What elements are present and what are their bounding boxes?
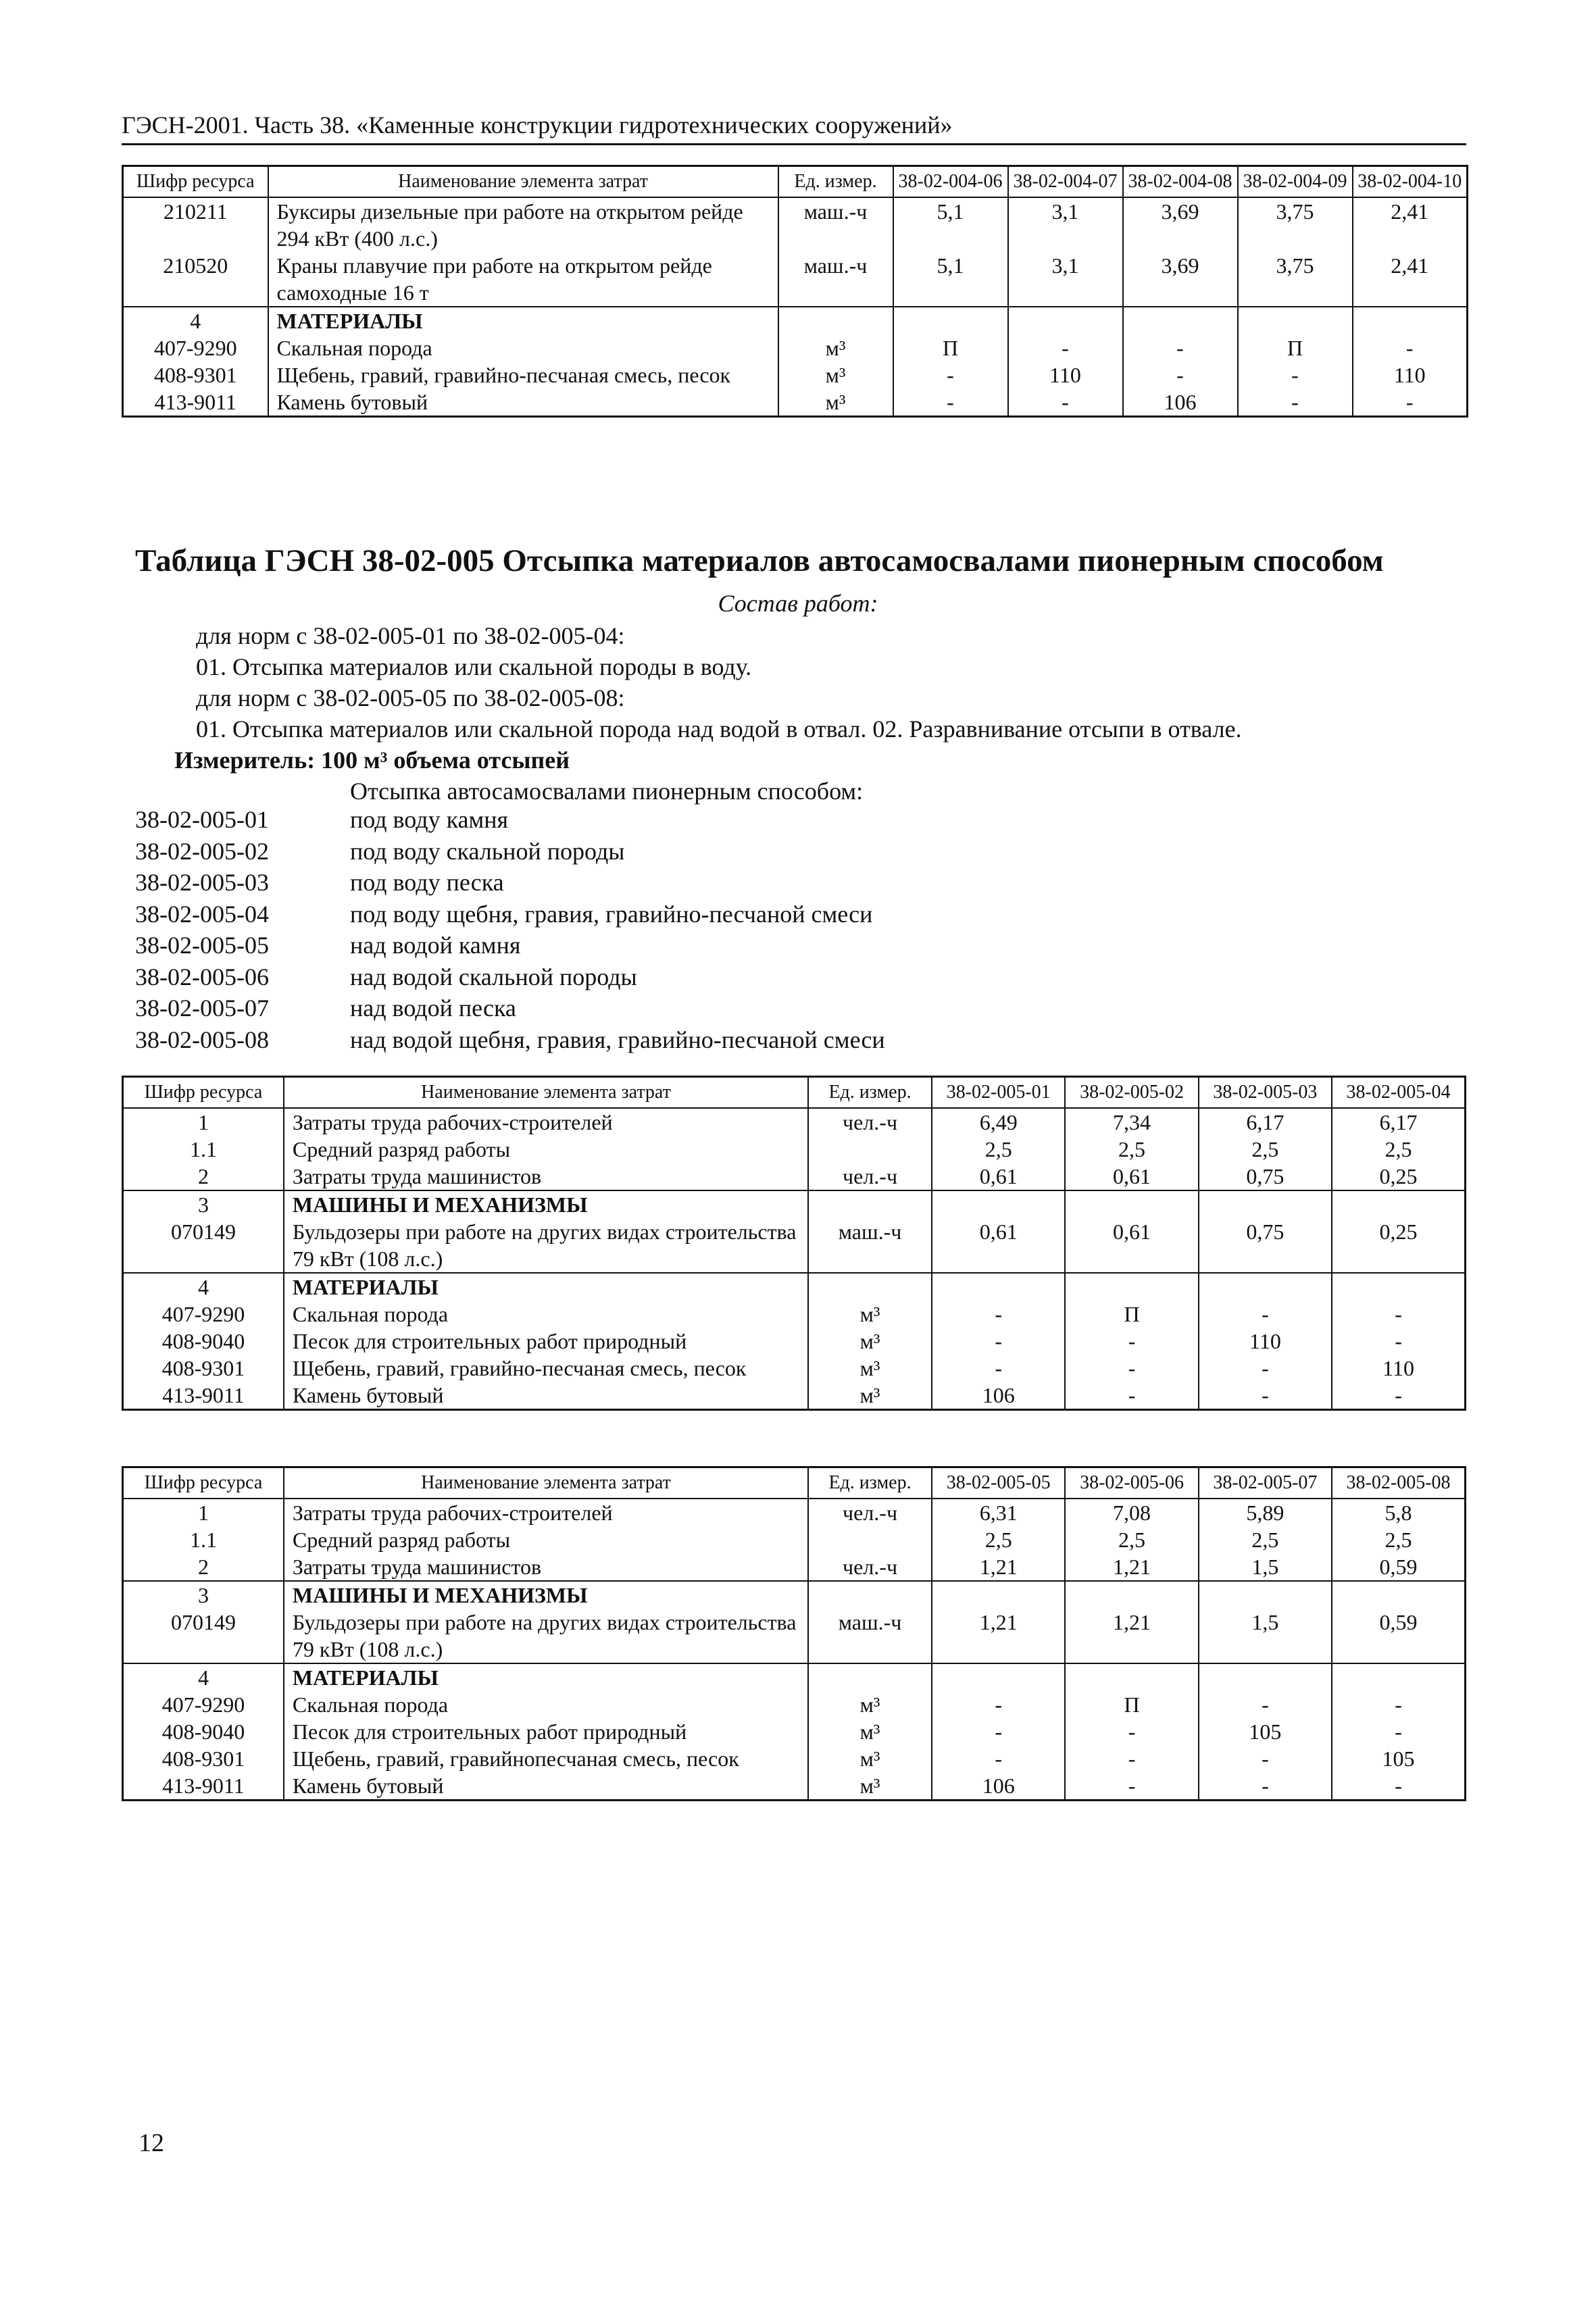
norm-value	[893, 307, 1008, 334]
norm-value: 3,69	[1123, 252, 1238, 307]
norm-value: 1,21	[932, 1553, 1065, 1581]
norm-value: -	[1199, 1355, 1332, 1382]
norm-value	[1065, 1190, 1198, 1218]
norm-value: -	[1332, 1382, 1465, 1410]
norm-item	[135, 961, 885, 993]
table-title: Таблица ГЭСН 38-02-005 Отсыпка материалов автосамосвалами пионерным способом	[135, 543, 1384, 578]
norm-value: 3,69	[1123, 197, 1238, 252]
norm-item	[135, 1024, 885, 1056]
resource-name: Скальная порода	[284, 1301, 808, 1328]
norm-item	[135, 836, 885, 867]
table-row	[123, 1772, 1466, 1801]
norm-description: над водой щебня, гравия, гравийно-песчаной смеси	[350, 1026, 885, 1053]
norm-item	[135, 930, 885, 961]
resource-name: Скальная порода	[284, 1691, 808, 1718]
resource-code: 210211	[123, 197, 268, 252]
resource-code: 1	[123, 1108, 284, 1136]
table-row	[123, 1382, 1466, 1410]
norm-value	[1332, 1273, 1465, 1301]
table-row	[123, 1499, 1466, 1526]
norm-value	[1123, 307, 1238, 334]
header-norm-code: 38-02-005-06	[1065, 1467, 1198, 1499]
norm-value	[1353, 307, 1468, 334]
norm-value: 110	[1199, 1328, 1332, 1355]
norm-value: -	[1065, 1745, 1198, 1772]
norm-value: -	[1238, 388, 1353, 417]
resource-name: Затраты труда машинистов	[284, 1163, 808, 1190]
norm-value	[1065, 1581, 1198, 1609]
table-row	[123, 1136, 1466, 1163]
norm-value: 2,41	[1353, 197, 1468, 252]
resource-name: Краны плавучие при работе на открытом рейде самоходные 16 т	[268, 252, 778, 307]
norm-value: 1,21	[932, 1609, 1065, 1663]
norm-value	[1199, 1190, 1332, 1218]
norm-value: П	[1065, 1301, 1198, 1328]
table-row	[123, 1663, 1466, 1691]
measure-unit: Измеритель: 100 м³ объема отсыпей	[174, 747, 570, 774]
norms-intro: Отсыпка автосамосвалами пионерным способом:	[350, 778, 864, 805]
resource-unit: маш.-ч	[808, 1218, 932, 1273]
norm-code: 38-02-005-06	[135, 963, 269, 990]
norm-value: 7,34	[1065, 1108, 1198, 1136]
table-row	[123, 1526, 1466, 1553]
header-code: Шифр ресурса	[123, 1467, 284, 1499]
resource-unit: м³	[778, 388, 893, 417]
resource-name: Камень бутовый	[268, 388, 778, 417]
resource-name: Бульдозеры при работе на других видах строительства 79 кВт (108 л.с.)	[284, 1609, 808, 1663]
norm-description: под воду щебня, гравия, гравийно-песчаной смеси	[350, 900, 873, 928]
norm-value: -	[1199, 1772, 1332, 1801]
header-name: Наименование элемента затрат	[284, 1077, 808, 1109]
header-norm-code: 38-02-005-08	[1332, 1467, 1465, 1499]
norm-value: 2,5	[1065, 1136, 1198, 1163]
table-header-row	[123, 166, 1468, 198]
resource-code: 4	[123, 307, 268, 334]
resource-unit: чел.-ч	[808, 1163, 932, 1190]
norm-value: -	[1353, 388, 1468, 417]
resource-name: Затраты труда рабочих-строителей	[284, 1108, 808, 1136]
resource-unit: м³	[778, 361, 893, 388]
norm-value	[1332, 1190, 1465, 1218]
norm-value	[932, 1273, 1065, 1301]
resource-code: 4	[123, 1663, 284, 1691]
resource-name: Бульдозеры при работе на других видах строительства 79 кВт (108 л.с.)	[284, 1218, 808, 1273]
norm-value: -	[1065, 1382, 1198, 1410]
resource-code: 413-9011	[123, 1772, 284, 1801]
table-row	[123, 307, 1468, 334]
work-line: для норм с 38-02-005-05 по 38-02-005-08:	[196, 684, 625, 711]
norm-value: -	[932, 1745, 1065, 1772]
norm-description: под воду камня	[350, 806, 509, 833]
norm-value: -	[1332, 1328, 1465, 1355]
resource-code: 408-9301	[123, 1355, 284, 1382]
norm-value: -	[1065, 1355, 1198, 1382]
table-row	[123, 388, 1468, 417]
header-code: Шифр ресурса	[123, 1077, 284, 1109]
resource-unit	[808, 1526, 932, 1553]
norm-value: -	[1123, 361, 1238, 388]
norm-description: над водой песка	[350, 995, 516, 1022]
resource-unit: м³	[808, 1718, 932, 1745]
norm-code: 38-02-005-02	[135, 837, 269, 865]
norm-value: 106	[932, 1772, 1065, 1801]
table-row	[123, 1355, 1466, 1382]
norm-value: 0,61	[1065, 1163, 1198, 1190]
resource-code: 070149	[123, 1218, 284, 1273]
resource-code: 3	[123, 1581, 284, 1609]
header-norm-code: 38-02-005-02	[1065, 1077, 1198, 1109]
norm-description: над водой скальной породы	[350, 963, 637, 990]
norm-code: 38-02-005-05	[135, 932, 269, 959]
table-row	[123, 361, 1468, 388]
page-header: ГЭСН-2001. Часть 38. «Каменные конструкции гидротехнических сооружений»	[122, 109, 1466, 145]
norm-value: 3,1	[1008, 197, 1123, 252]
resource-unit	[808, 1663, 932, 1691]
norm-value: -	[1199, 1745, 1332, 1772]
table-row	[123, 197, 1468, 252]
resource-code: 407-9290	[123, 1691, 284, 1718]
resource-name: МАТЕРИАЛЫ	[284, 1273, 808, 1301]
table-row	[123, 1609, 1466, 1663]
header-norm-code: 38-02-004-10	[1353, 166, 1468, 198]
norm-value: 1,5	[1199, 1553, 1332, 1581]
norm-value	[1332, 1663, 1465, 1691]
norm-value: 6,49	[932, 1108, 1065, 1136]
norm-value: 0,61	[932, 1218, 1065, 1273]
norm-value: П	[893, 334, 1008, 361]
page-number: 12	[139, 2129, 164, 2157]
norm-value: -	[1199, 1301, 1332, 1328]
norm-value	[1199, 1663, 1332, 1691]
header-norm-code: 38-02-005-04	[1332, 1077, 1465, 1109]
resource-unit	[808, 1273, 932, 1301]
header-norm-code: 38-02-005-03	[1199, 1077, 1332, 1109]
norm-value: 1,21	[1065, 1609, 1198, 1663]
norm-value: -	[1199, 1691, 1332, 1718]
header-unit: Ед. измер.	[808, 1077, 932, 1109]
norm-value: 2,41	[1353, 252, 1468, 307]
header-norm-code: 38-02-004-06	[893, 166, 1008, 198]
norm-value: П	[1065, 1691, 1198, 1718]
norm-description: над водой камня	[350, 932, 521, 959]
resource-unit: м³	[808, 1328, 932, 1355]
resource-code: 4	[123, 1273, 284, 1301]
norm-value: -	[1332, 1718, 1465, 1745]
norm-value: -	[932, 1301, 1065, 1328]
header-norm-code: 38-02-004-08	[1123, 166, 1238, 198]
norm-value: 0,25	[1332, 1163, 1465, 1190]
table-row	[123, 1301, 1466, 1328]
resource-name: МАТЕРИАЛЫ	[284, 1663, 808, 1691]
norm-code: 38-02-005-07	[135, 995, 269, 1022]
norm-value: 105	[1199, 1718, 1332, 1745]
norm-value: 105	[1332, 1745, 1465, 1772]
resource-unit: м³	[808, 1301, 932, 1328]
norm-item	[135, 899, 885, 930]
norm-code: 38-02-005-08	[135, 1026, 269, 1053]
norms-table-004	[122, 165, 1468, 418]
header-norm-code: 38-02-005-07	[1199, 1467, 1332, 1499]
resource-unit: маш.-ч	[808, 1609, 932, 1663]
norm-value	[1065, 1273, 1198, 1301]
norm-value: -	[1332, 1691, 1465, 1718]
norm-value: 0,25	[1332, 1218, 1465, 1273]
norm-value: 106	[1123, 388, 1238, 417]
work-line: 01. Отсыпка материалов или скальной породы в воду.	[196, 653, 752, 680]
resource-name: Камень бутовый	[284, 1382, 808, 1410]
norm-value: 110	[1332, 1355, 1465, 1382]
norm-value: 3,75	[1238, 252, 1353, 307]
norm-value: 5,8	[1332, 1499, 1465, 1526]
norm-value: -	[1332, 1301, 1465, 1328]
resource-code: 408-9301	[123, 361, 268, 388]
work-composition-heading: Состав работ:	[718, 590, 878, 617]
norm-value: 110	[1353, 361, 1468, 388]
norm-value: 0,61	[932, 1163, 1065, 1190]
norm-value: 106	[932, 1382, 1065, 1410]
table-row	[123, 1691, 1466, 1718]
resource-unit: маш.-ч	[778, 252, 893, 307]
table-row	[123, 1745, 1466, 1772]
norm-item	[135, 867, 885, 899]
norm-value	[932, 1190, 1065, 1218]
resource-unit	[808, 1190, 932, 1218]
table-row	[123, 1273, 1466, 1301]
norm-value: -	[1123, 334, 1238, 361]
norm-value: -	[1008, 388, 1123, 417]
resource-code: 413-9011	[123, 1382, 284, 1410]
norm-value: -	[893, 361, 1008, 388]
resource-code: 2	[123, 1163, 284, 1190]
header-name: Наименование элемента затрат	[268, 166, 778, 198]
norm-value	[1065, 1663, 1198, 1691]
resource-code: 210520	[123, 252, 268, 307]
norm-value: П	[1238, 334, 1353, 361]
norm-value	[932, 1663, 1065, 1691]
norm-value: -	[932, 1718, 1065, 1745]
resource-code: 408-9040	[123, 1328, 284, 1355]
norm-value: -	[893, 388, 1008, 417]
resource-name: Средний разряд работы	[284, 1136, 808, 1163]
norm-value: 6,17	[1199, 1108, 1332, 1136]
table-row	[123, 1553, 1466, 1581]
norm-value: -	[932, 1691, 1065, 1718]
norm-value: 0,59	[1332, 1609, 1465, 1663]
table-row	[123, 252, 1468, 307]
resource-name: Щебень, гравий, гравийно-песчаная смесь, песок	[284, 1355, 808, 1382]
norm-value: 6,17	[1332, 1108, 1465, 1136]
resource-code: 408-9301	[123, 1745, 284, 1772]
norm-value: -	[1238, 361, 1353, 388]
norm-code: 38-02-005-01	[135, 806, 269, 833]
norm-code: 38-02-005-03	[135, 869, 269, 896]
norm-value: 3,75	[1238, 197, 1353, 252]
resource-code: 070149	[123, 1609, 284, 1663]
resource-name: МАШИНЫ И МЕХАНИЗМЫ	[284, 1581, 808, 1609]
norm-value: -	[932, 1355, 1065, 1382]
table-row	[123, 334, 1468, 361]
resource-code: 407-9290	[123, 334, 268, 361]
table-row	[123, 1163, 1466, 1190]
norm-value: 2,5	[1332, 1526, 1465, 1553]
norms-table-005-b	[122, 1466, 1466, 1801]
resource-unit: м³	[778, 334, 893, 361]
norm-item	[135, 804, 885, 836]
norms-list	[135, 804, 885, 1055]
norm-item	[135, 992, 885, 1024]
table-row	[123, 1328, 1466, 1355]
resource-name: Затраты труда машинистов	[284, 1553, 808, 1581]
header-name: Наименование элемента затрат	[284, 1467, 808, 1499]
resource-unit	[808, 1581, 932, 1609]
table-row	[123, 1218, 1466, 1273]
norm-value	[1332, 1581, 1465, 1609]
norm-value: 0,61	[1065, 1218, 1198, 1273]
resource-code: 3	[123, 1190, 284, 1218]
norm-value: 1,21	[1065, 1553, 1198, 1581]
header-unit: Ед. измер.	[808, 1467, 932, 1499]
work-line: 01. Отсыпка материалов или скальной порода над водой в отвал. 02. Разравнивание отсыпи в отвале.	[196, 715, 1242, 743]
norm-value	[1238, 307, 1353, 334]
resource-unit: чел.-ч	[808, 1108, 932, 1136]
resource-name: МАШИНЫ И МЕХАНИЗМЫ	[284, 1190, 808, 1218]
norm-value: 110	[1008, 361, 1123, 388]
norm-value: -	[1008, 334, 1123, 361]
norm-value: 6,31	[932, 1499, 1065, 1526]
resource-unit: маш.-ч	[778, 197, 893, 252]
norm-value: -	[1065, 1718, 1198, 1745]
norm-value: 2,5	[1199, 1136, 1332, 1163]
norm-value: -	[1353, 334, 1468, 361]
norm-value: 0,75	[1199, 1163, 1332, 1190]
norm-value: 2,5	[932, 1136, 1065, 1163]
resource-code: 1.1	[123, 1136, 284, 1163]
norm-value: -	[932, 1328, 1065, 1355]
norm-value: 5,1	[893, 197, 1008, 252]
header-code: Шифр ресурса	[123, 166, 268, 198]
norm-value: 2,5	[1065, 1526, 1198, 1553]
norm-value: 0,59	[1332, 1553, 1465, 1581]
resource-unit: м³	[808, 1355, 932, 1382]
table-header-row	[123, 1467, 1466, 1499]
resource-unit: м³	[808, 1382, 932, 1410]
resource-name: Скальная порода	[268, 334, 778, 361]
resource-code: 413-9011	[123, 388, 268, 417]
table-row	[123, 1718, 1466, 1745]
norm-value: -	[1332, 1772, 1465, 1801]
resource-unit: чел.-ч	[808, 1553, 932, 1581]
norm-value	[932, 1581, 1065, 1609]
norm-value: -	[1065, 1328, 1198, 1355]
norm-value: 5,89	[1199, 1499, 1332, 1526]
resource-name: Песок для строительных работ природный	[284, 1328, 808, 1355]
norm-value: 7,08	[1065, 1499, 1198, 1526]
table-row	[123, 1190, 1466, 1218]
norm-value: 2,5	[1332, 1136, 1465, 1163]
resource-name: МАТЕРИАЛЫ	[268, 307, 778, 334]
header-unit: Ед. измер.	[778, 166, 893, 198]
resource-name: Щебень, гравий, гравийно-песчаная смесь, песок	[268, 361, 778, 388]
norms-table-005-a	[122, 1076, 1466, 1411]
resource-unit	[778, 307, 893, 334]
resource-code: 1.1	[123, 1526, 284, 1553]
norm-value: 3,1	[1008, 252, 1123, 307]
resource-unit: чел.-ч	[808, 1499, 932, 1526]
resource-unit: м³	[808, 1691, 932, 1718]
resource-name: Средний разряд работы	[284, 1526, 808, 1553]
resource-unit	[808, 1136, 932, 1163]
norm-value: 1,5	[1199, 1609, 1332, 1663]
norm-value	[1199, 1273, 1332, 1301]
norm-value: -	[1065, 1772, 1198, 1801]
resource-name: Щебень, гравий, гравийнопесчаная смесь, песок	[284, 1745, 808, 1772]
resource-code: 1	[123, 1499, 284, 1526]
norm-description: под воду песка	[350, 869, 504, 896]
work-line: для норм с 38-02-005-01 по 38-02-005-04:	[196, 622, 625, 649]
header-norm-code: 38-02-005-01	[932, 1077, 1065, 1109]
resource-code: 2	[123, 1553, 284, 1581]
resource-name: Песок для строительных работ природный	[284, 1718, 808, 1745]
norm-value: 5,1	[893, 252, 1008, 307]
table-header-row	[123, 1077, 1466, 1109]
norm-value: 2,5	[932, 1526, 1065, 1553]
norm-value: 2,5	[1199, 1526, 1332, 1553]
table-row	[123, 1581, 1466, 1609]
norm-value: -	[1199, 1382, 1332, 1410]
resource-unit: м³	[808, 1745, 932, 1772]
table-row	[123, 1108, 1466, 1136]
resource-name: Камень бутовый	[284, 1772, 808, 1801]
norm-value	[1199, 1581, 1332, 1609]
header-norm-code: 38-02-005-05	[932, 1467, 1065, 1499]
norm-code: 38-02-005-04	[135, 900, 269, 928]
norm-value	[1008, 307, 1123, 334]
header-norm-code: 38-02-004-07	[1008, 166, 1123, 198]
resource-code: 407-9290	[123, 1301, 284, 1328]
norm-value: 0,75	[1199, 1218, 1332, 1273]
norm-description: под воду скальной породы	[350, 837, 625, 865]
resource-name: Буксиры дизельные при работе на открытом рейде 294 кВт (400 л.с.)	[268, 197, 778, 252]
resource-unit: м³	[808, 1772, 932, 1801]
resource-name: Затраты труда рабочих-строителей	[284, 1499, 808, 1526]
resource-code: 408-9040	[123, 1718, 284, 1745]
header-norm-code: 38-02-004-09	[1238, 166, 1353, 198]
